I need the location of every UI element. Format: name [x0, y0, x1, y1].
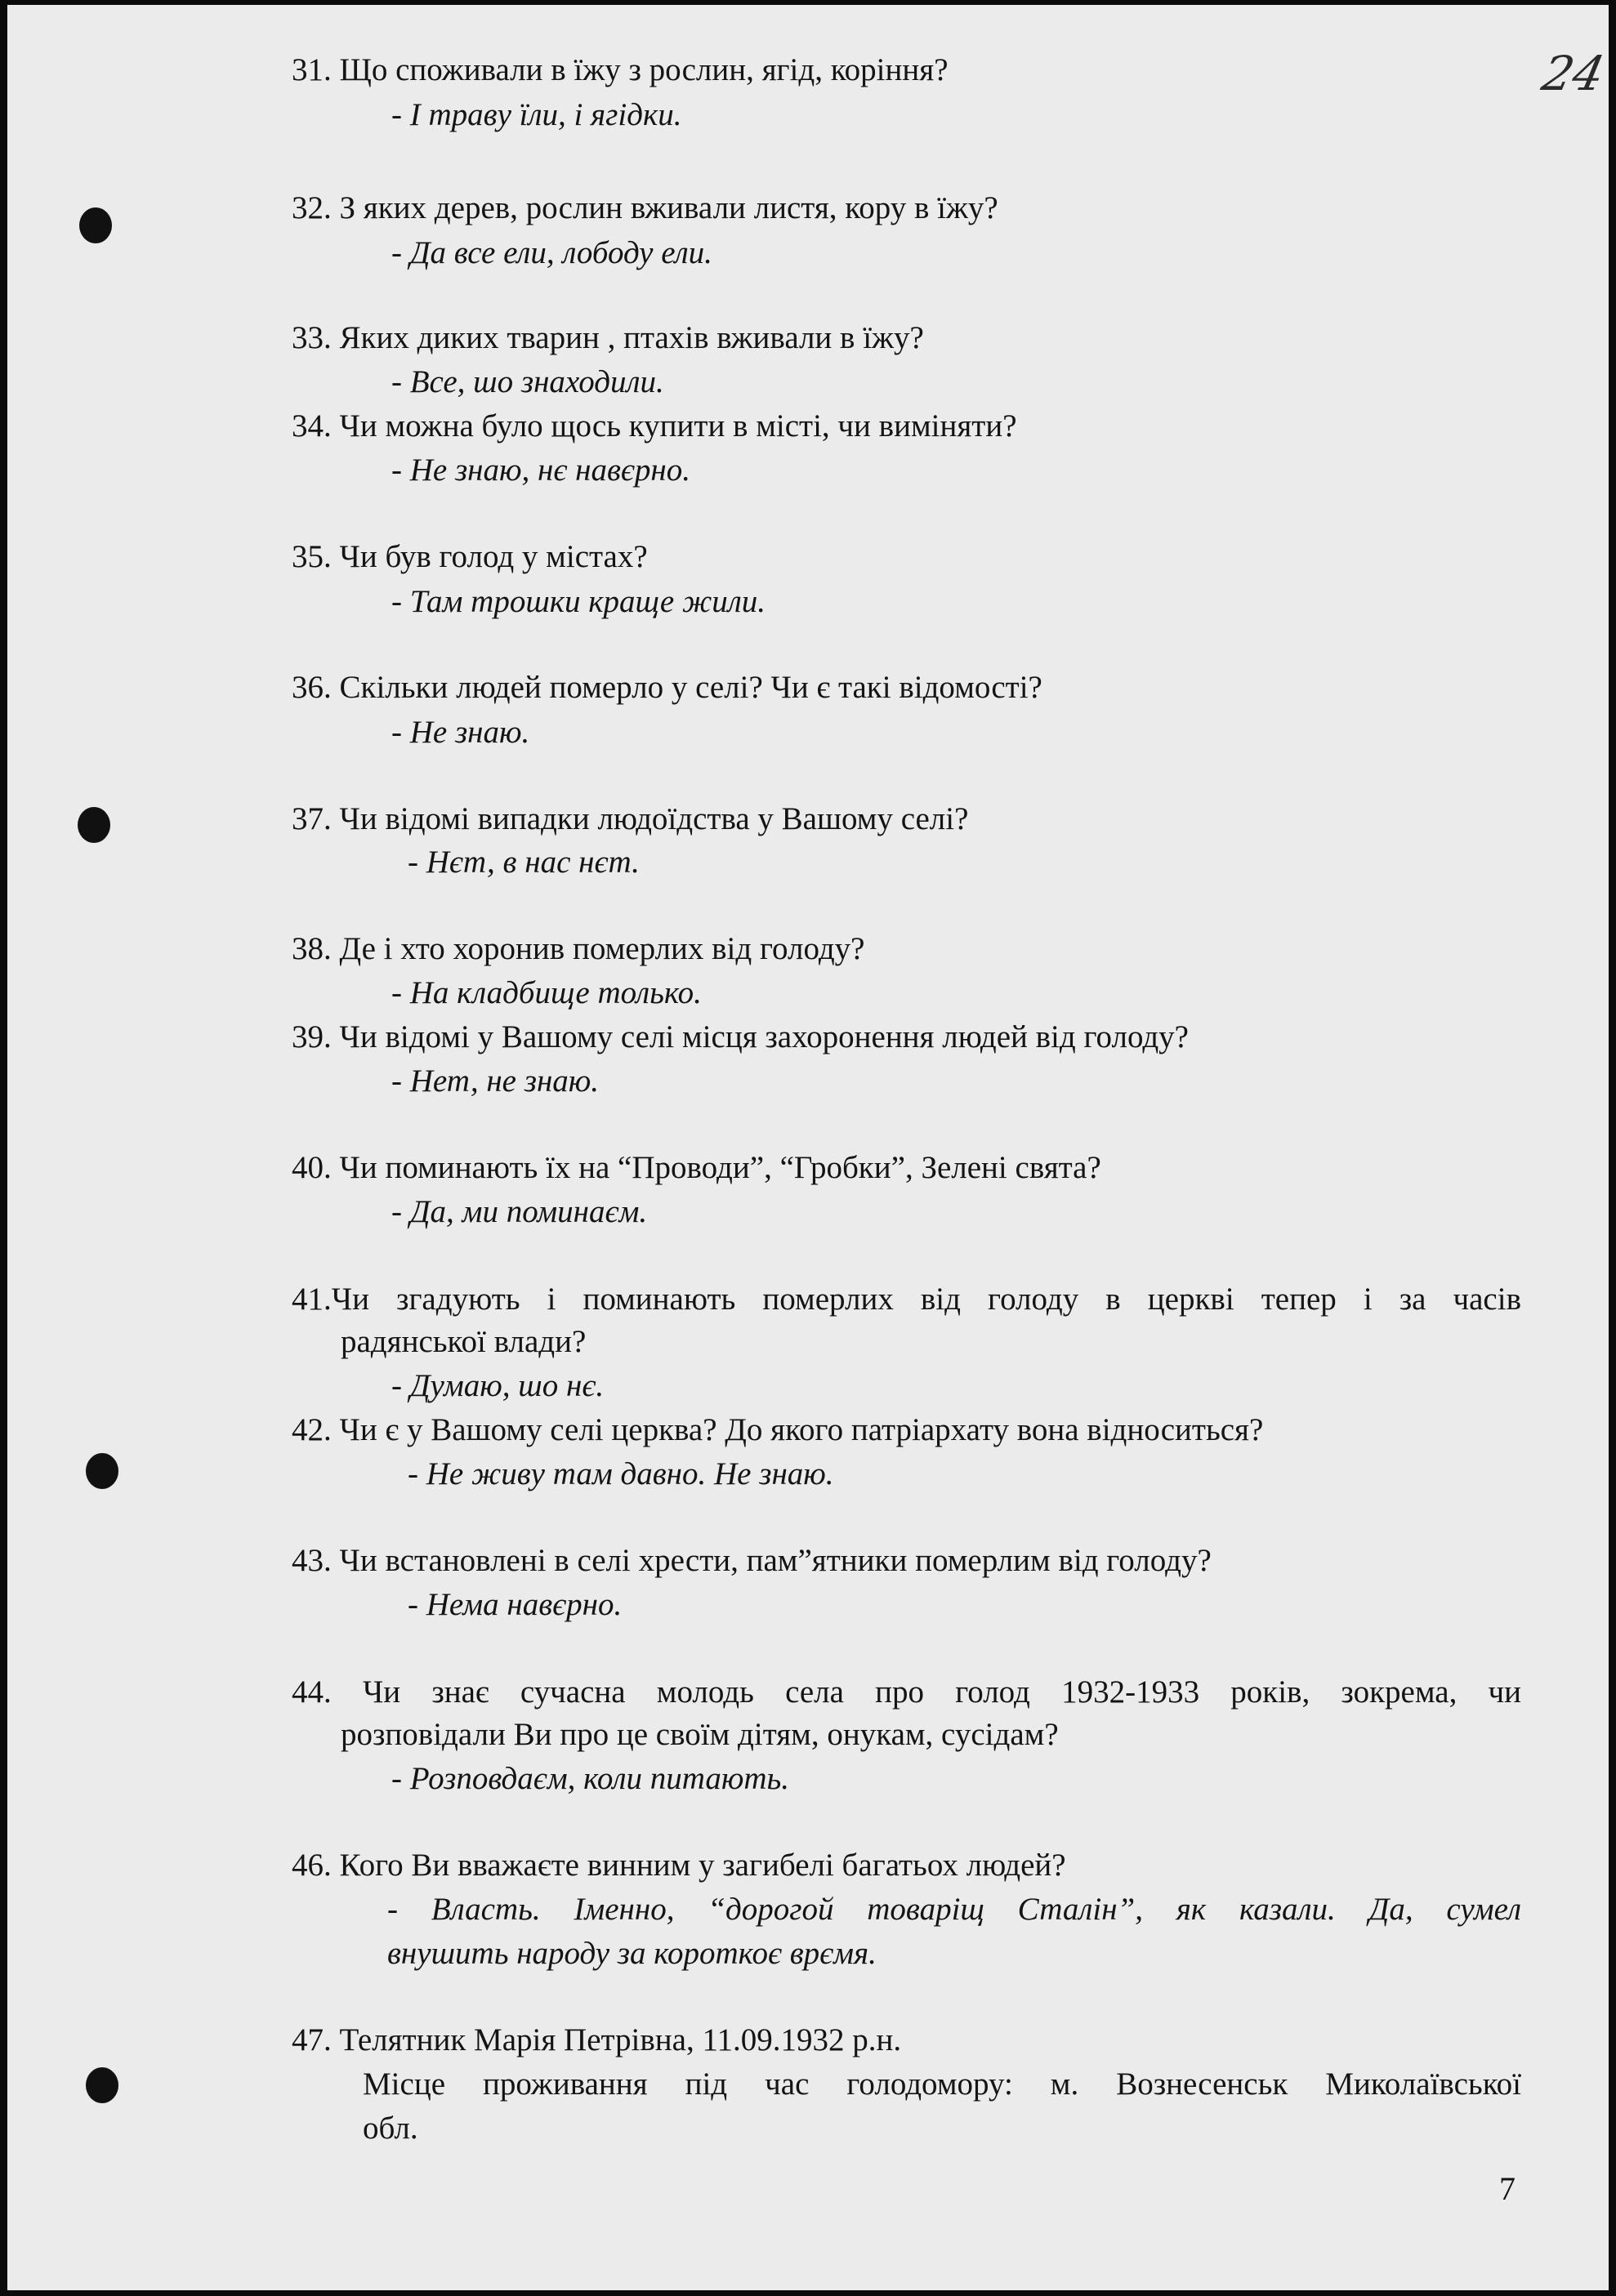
question-line: 33. Яких диких тварин , птахів вживали в їжу? [292, 320, 924, 355]
handwritten-page-number: 24 [1537, 46, 1610, 101]
answer-line: - Там трошки краще жили. [391, 584, 766, 619]
question-line: 37. Чи відомі випадки людоїдства у Вашому селі? [292, 801, 969, 836]
question-line: 36. Скільки людей померло у селі? Чи є такі відомості? [292, 670, 1042, 705]
answer-line: - Думаю, шо нє. [391, 1368, 605, 1403]
answer-line: - Все, шо знаходили. [391, 364, 664, 399]
question-line: радянської влади? [341, 1324, 587, 1359]
question-line: Місце проживання під час голодомору: м. Вознесенськ Миколаївської [363, 2066, 1521, 2102]
question-line: 35. Чи був голод у містах? [292, 539, 648, 574]
answer-line: внушить народу за короткоє врємя. [387, 1936, 877, 1971]
question-line: 40. Чи поминають їх на “Проводи”, “Гробки”, Зелені свята? [292, 1150, 1101, 1185]
question-line: 47. Телятник Марія Петрівна, 11.09.1932 р.н. [292, 2022, 902, 2057]
question-line: 41.Чи згадують і поминають померлих від голоду в церкві тепер і за часів [292, 1282, 1521, 1317]
question-line: 42. Чи є у Вашому селі церква? До якого патріархату вона відноситься? [292, 1412, 1264, 1447]
question-line: обл. [363, 2111, 418, 2146]
punch-hole [86, 2067, 118, 2103]
answer-line: - Да все ели, лободу ели. [391, 235, 712, 270]
answer-line: - На кладбище только. [391, 975, 702, 1010]
answer-line: - Да, ми поминаєм. [391, 1194, 648, 1229]
answer-line: - Нет, не знаю. [391, 1063, 600, 1099]
question-line: розповідали Ви про це своїм дітям, онукам, сусідам? [341, 1717, 1059, 1752]
question-line: 43. Чи встановлені в селі хрести, пам”ятники померлим від голоду? [292, 1543, 1212, 1578]
answer-line: - І траву їли, і ягідки. [391, 97, 682, 132]
punch-hole [79, 207, 112, 243]
question-line: 39. Чи відомі у Вашому селі місця захоронення людей від голоду? [292, 1019, 1189, 1054]
question-line: 44. Чи знає сучасна молодь села про голод 1932-1933 років, зокрема, чи [292, 1674, 1521, 1710]
answer-line: - Нєт, в нас нєт. [408, 845, 640, 880]
punch-hole [86, 1453, 118, 1489]
answer-line: - Не знаю. [391, 715, 530, 750]
page-number: 7 [1499, 2170, 1516, 2207]
document-page [7, 5, 1609, 2290]
answer-line: - Розповдаєм, коли питають. [391, 1761, 790, 1796]
question-line: 34. Чи можна було щось купити в місті, чи виміняти? [292, 408, 1017, 444]
question-line: 31. Що споживали в їжу з рослин, ягід, коріння? [292, 52, 949, 87]
answer-line: - Не живу там давно. Не знаю. [408, 1456, 834, 1491]
question-line: 38. Де і хто хоронив померлих від голоду? [292, 931, 865, 966]
answer-line: - Нема навєрно. [408, 1587, 623, 1622]
question-line: 32. З яких дерев, рослин вживали листя, кору в їжу? [292, 190, 998, 225]
answer-line: - Не знаю, нє навєрно. [391, 453, 691, 488]
punch-hole [78, 807, 110, 843]
question-line: 46. Кого Ви вважаєте винним у загибелі багатьох людей? [292, 1848, 1066, 1883]
answer-line: - Власть. Іменно, “дорогой товаріщ Сталін”, як казали. Да, сумел [387, 1892, 1521, 1927]
